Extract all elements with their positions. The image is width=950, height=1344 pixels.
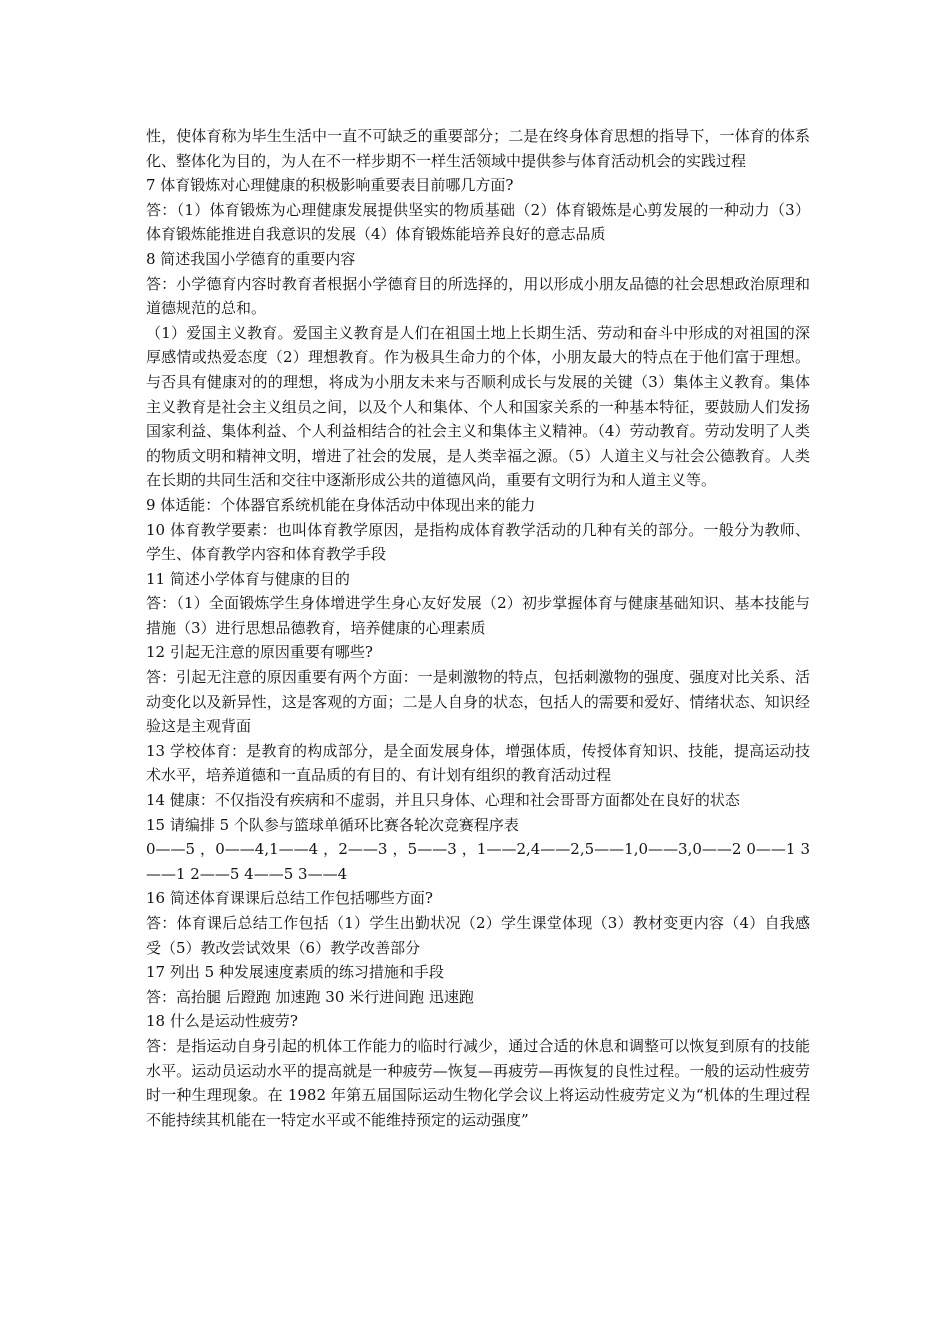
question-15: 15 请编排 5 个队参与篮球单循环比赛各轮次竞赛程序表 [146, 815, 519, 834]
question-11: 11 简述小学体育与健康的目的 [146, 569, 350, 588]
definition-10: 10 体育教学要素：也叫体育教学原因，是指构成体育教学活动的几种有关的部分。一般分为教师、学生、体育教学内容和体育教学手段 [146, 520, 810, 564]
answer-11: 答：（1）全面锻炼学生身体增进学生身心友好发展（2）初步掌握体育与健康基础知识、基本技能与措施（3）进行思想品德教育，培养健康的心理素质 [146, 594, 810, 637]
definition-9: 9 体适能：个体器官系统机能在身体活动中体现出来的能力 [146, 495, 536, 514]
question-17: 17 列出 5 种发展速度素质的练习措施和手段 [146, 963, 444, 982]
question-18: 18 什么是运动性疲劳? [146, 1012, 298, 1031]
answer-16: 答：体育课后总结工作包括（1）学生出勤状况（2）学生课堂体现（3）教材变更内容（4）自我感受（5）教改尝试效果（6）教学改善部分 [146, 914, 810, 957]
definition-14: 14 健康：不仅指没有疾病和不虚弱，并且只身体、心理和社会哥哥方面都处在良好的状态 [146, 791, 740, 810]
answer-8-intro: 答：小学德育内容时教育者根据小学德育目的所选择的，用以形成小朋友品德的社会思想政治原理和道德规范的总和。 [146, 274, 810, 318]
answer-18: 答：是指运动自身引起的机体工作能力的临时行减少，通过合适的休息和调整可以恢复到原有的技能水平。运动员运动水平的提高就是一种疲劳—恢复—再疲劳—再恢复的良性过程。一般的运动性疲劳时一种生理现象。在 1982 年第五届国际运动生物化学会议上将运动性疲劳定义为“机体的生理过程不能持续其机能在一特定水平或不能维持预定的运动强度” [146, 1036, 810, 1129]
document-body [146, 124, 810, 1132]
answer-8-detail: （1）爱国主义教育。爱国主义教育是人们在祖国土地上长期生活、劳动和奋斗中形成的对祖国的深厚感情或热爱态度（2）理想教育。作为极具生命力的个体，小朋友最大的特点在于他们富于理想。与否具有健康对的的理想，将成为小朋友未来与否顺利成长与发展的关键（3）集体主义教育。集体主义教育是社会主义组员之间，以及个人和集体、个人和国家关系的一种基本特征，要鼓励人们发扬国家利益、集体利益、个人利益相结合的社会主义和集体主义精神。（4）劳动教育。劳动发明了人类的物质文明和精神文明，增进了社会的发展，是人类幸福之源。（5）人道主义与社会公德教育。人类在长期的共同生活和交往中逐渐形成公共的道德风尚，重要有文明行为和人道主义等。 [146, 323, 810, 490]
question-7: 7 体育锻炼对心理健康的积极影响重要表目前哪几方面? [146, 176, 514, 195]
answer-12: 答：引起无注意的原因重要有两个方面：一是刺激物的特点，包括刺激物的强度、强度对比关系、活动变化以及新异性，这是客观的方面；二是人自身的状态，包括人的需要和爱好、情绪状态、知识经验这是主观背面 [146, 668, 810, 736]
answer-7: 答：（1）体育锻炼为心理健康发展提供坚实的物质基础（2）体育锻炼是心剪发展的一种动力（3）体育锻炼能推进自我意识的发展（4）体育锻炼能培养良好的意志品质 [146, 200, 810, 244]
question-8: 8 简述我国小学德育的重要内容 [146, 249, 356, 268]
answer-17: 答：高抬腿 后蹬跑 加速跑 30 米行进间跑 迅速跑 [146, 987, 474, 1006]
paragraph-1: 性，使体育称为毕生生活中一直不可缺乏的重要部分；二是在终身体育思想的指导下，一体育的体系化、整体化为目的，为人在不一样步期不一样生活领域中提供参与体育活动机会的实践过程 [146, 127, 810, 170]
answer-15: 0——5 ，0——4,1——4 ，2——3 ，5——3 ，1——2,4——2,5——1,0——3,0——2 0——1 3——1 2——5 4——5 3——4 [146, 840, 810, 883]
question-12: 12 引起无注意的原因重要有哪些? [146, 643, 373, 662]
definition-13: 13 学校体育：是教育的构成部分，是全面发展身体，增强体质，传授体育知识、技能，提高运动技术水平，培养道德和一直品质的有目的、有计划有组织的教育活动过程 [146, 741, 810, 785]
question-16: 16 简述体育课课后总结工作包括哪些方面? [146, 889, 433, 908]
